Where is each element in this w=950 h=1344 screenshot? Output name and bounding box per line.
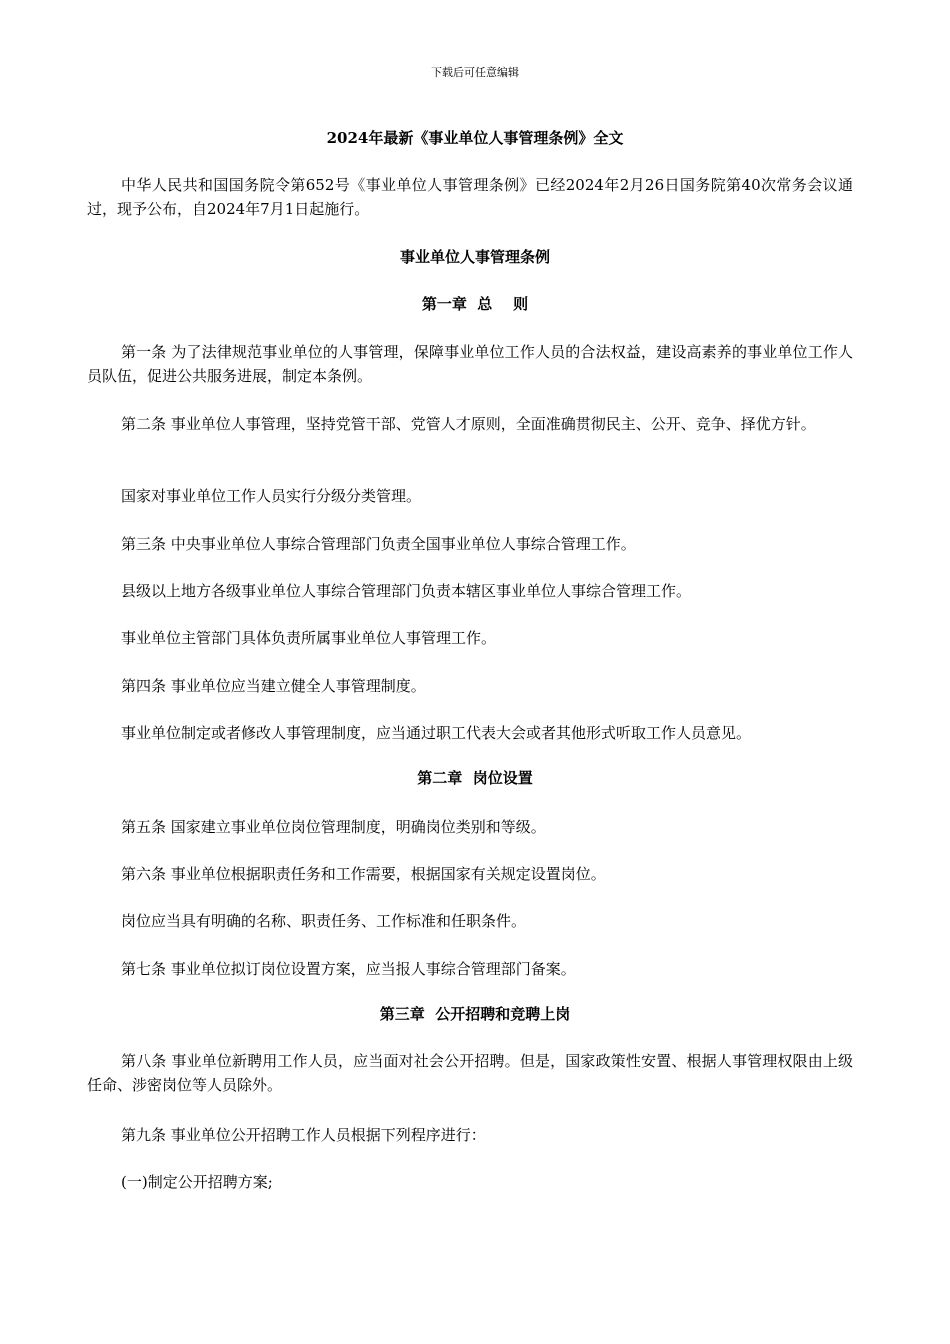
article-3: 第三条 中央事业单位人事综合管理部门负责全国事业单位人事综合管理工作。 xyxy=(121,535,636,553)
article-6-paragraph-2: 岗位应当具有明确的名称、职责任务、工作标准和任职条件。 xyxy=(121,912,527,930)
article-2-paragraph-2: 国家对事业单位工作人员实行分级分类管理。 xyxy=(121,487,422,505)
article-6: 第六条 事业单位根据职责任务和工作需要，根据国家有关规定设置岗位。 xyxy=(121,865,606,883)
article-7: 第七条 事业单位拟订岗位设置方案，应当报人事综合管理部门备案。 xyxy=(121,960,576,978)
article-3-paragraph-2: 县级以上地方各级事业单位人事综合管理部门负责本辖区事业单位人事综合管理工作。 xyxy=(121,582,692,600)
article-8: 第八条 事业单位新聘用工作人员，应当面对社会公开招聘。但是，国家政策性安置、根据人事管理权限由上级任命、涉密岗位等人员除外。 xyxy=(87,1052,853,1094)
intro-paragraph: 中华人民共和国国务院令第652号《事业单位人事管理条例》已经2024年2月26日国务院第40次常务会议通过，现予公布，自2024年7月1日起施行。 xyxy=(87,176,853,218)
article-3-paragraph-3: 事业单位主管部门具体负责所属事业单位人事管理工作。 xyxy=(121,629,497,647)
article-9: 第九条 事业单位公开招聘工作人员根据下列程序进行： xyxy=(121,1126,486,1144)
article-5: 第五条 国家建立事业单位岗位管理制度，明确岗位类别和等级。 xyxy=(121,818,546,836)
regulation-title: 事业单位人事管理条例 xyxy=(399,248,550,266)
chapter-1-title: 第一章 总 则 xyxy=(421,295,529,313)
article-4: 第四条 事业单位应当建立健全人事管理制度。 xyxy=(121,677,426,695)
document-title: 2024年最新《事业单位人事管理条例》全文 xyxy=(326,129,624,147)
article-9-item-1: (一)制定公开招聘方案; xyxy=(121,1173,273,1191)
article-1: 第一条 为了法律规范事业单位的人事管理，保障事业单位工作人员的合法权益，建设高素养的事业单位工作人员队伍，促进公共服务进展，制定本条例。 xyxy=(87,343,853,385)
chapter-2-title: 第二章 岗位设置 xyxy=(417,769,533,787)
article-4-paragraph-2: 事业单位制定或者修改人事管理制度，应当通过职工代表大会或者其他形式听取工作人员意见。 xyxy=(121,724,752,742)
chapter-3-title: 第三章 公开招聘和竞聘上岗 xyxy=(379,1005,571,1023)
header-note: 下载后可任意编辑 xyxy=(431,66,519,79)
article-2: 第二条 事业单位人事管理，坚持党管干部、党管人才原则，全面准确贯彻民主、公开、竞争、择优方针。 xyxy=(121,415,816,433)
